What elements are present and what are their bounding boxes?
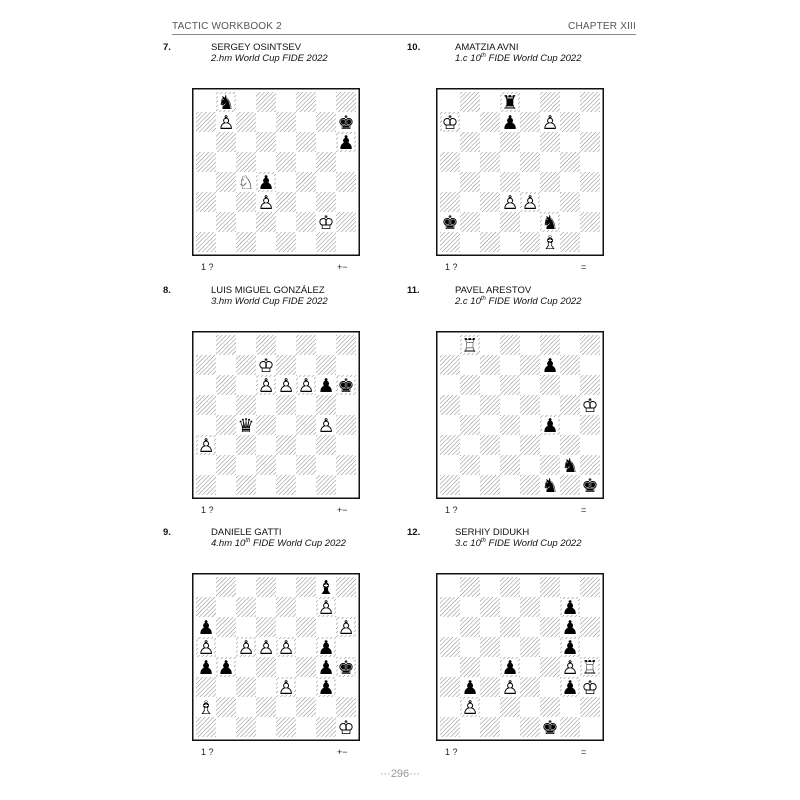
dark-square <box>196 475 216 495</box>
dark-square <box>236 192 256 212</box>
black-pawn-icon: ♟ <box>561 597 579 619</box>
chess-board <box>436 331 604 499</box>
dark-square <box>296 92 316 112</box>
dark-square <box>500 617 520 637</box>
dark-square <box>336 92 356 112</box>
dark-square <box>216 375 236 395</box>
puzzle-number: 12. <box>407 527 421 538</box>
board-svg <box>192 88 360 256</box>
black-pawn-icon: ♟ <box>197 657 215 679</box>
dark-square <box>520 395 540 415</box>
dark-square <box>580 92 600 112</box>
white-pawn-icon: ♙ <box>317 415 335 437</box>
black-knight-icon: ♞ <box>541 475 559 497</box>
dark-square <box>216 697 236 717</box>
dark-square <box>520 475 540 495</box>
dark-square <box>460 577 480 597</box>
black-rook-icon: ♜ <box>501 92 519 114</box>
dark-square <box>520 717 540 737</box>
dark-square <box>500 172 520 192</box>
chess-board <box>436 88 604 256</box>
dark-square <box>540 697 560 717</box>
dark-square <box>560 475 580 495</box>
dark-square <box>216 617 236 637</box>
dark-square <box>540 172 560 192</box>
dark-square <box>520 677 540 697</box>
dark-square <box>560 717 580 737</box>
white-pawn-icon: ♙ <box>541 112 559 134</box>
white-king-icon: ♔ <box>581 677 599 699</box>
dark-square <box>460 132 480 152</box>
composer-name: LUIS MIGUEL GONZÁLEZ <box>211 285 325 296</box>
dark-square <box>500 375 520 395</box>
dark-square <box>256 697 276 717</box>
dark-square <box>520 435 540 455</box>
evaluation-symbol: = <box>581 505 587 515</box>
dark-square <box>560 112 580 132</box>
white-pawn-icon: ♙ <box>277 375 295 397</box>
dark-square <box>236 677 256 697</box>
board-svg <box>436 573 604 741</box>
dark-square <box>216 212 236 232</box>
evaluation-symbol: +− <box>337 505 348 515</box>
black-knight-icon: ♞ <box>561 455 579 477</box>
dark-square <box>580 335 600 355</box>
award-line: 2.c 10th FIDE World Cup 2022 <box>455 296 582 308</box>
black-pawn-icon: ♟ <box>317 637 335 659</box>
dark-square <box>316 475 336 495</box>
task-label: 1 ? <box>445 505 458 515</box>
dark-square <box>276 717 296 737</box>
puzzle-number: 10. <box>407 42 421 53</box>
black-king-icon: ♚ <box>581 475 599 497</box>
black-pawn-icon: ♟ <box>317 657 335 679</box>
running-header-title: TACTIC WORKBOOK 2 <box>172 21 282 32</box>
black-queen-icon: ♛ <box>237 415 255 437</box>
header-rule <box>172 34 636 35</box>
dark-square <box>440 597 460 617</box>
dark-square <box>316 395 336 415</box>
dark-square <box>196 355 216 375</box>
dark-square <box>236 395 256 415</box>
dark-square <box>296 132 316 152</box>
award-line: 1.c 10th FIDE World Cup 2022 <box>455 53 582 65</box>
dark-square <box>520 355 540 375</box>
dark-square <box>296 657 316 677</box>
dark-square <box>216 335 236 355</box>
task-label: 1 ? <box>201 262 214 272</box>
dark-square <box>440 395 460 415</box>
dark-square <box>236 152 256 172</box>
dark-square <box>196 717 216 737</box>
award-line: 3.hm World Cup FIDE 2022 <box>211 296 328 308</box>
dark-square <box>336 172 356 192</box>
dark-square <box>336 455 356 475</box>
dark-square <box>500 577 520 597</box>
dark-square <box>580 617 600 637</box>
white-pawn-icon: ♙ <box>501 192 519 214</box>
dark-square <box>276 597 296 617</box>
composer-name: SERHIY DIDUKH <box>455 527 530 538</box>
black-pawn-icon: ♟ <box>217 657 235 679</box>
dark-square <box>540 335 560 355</box>
task-label: 1 ? <box>201 747 214 757</box>
black-pawn-icon: ♟ <box>337 132 355 154</box>
dark-square <box>540 617 560 637</box>
dark-square <box>540 132 560 152</box>
white-pawn-icon: ♙ <box>197 435 215 457</box>
dark-square <box>256 92 276 112</box>
dark-square <box>540 92 560 112</box>
dark-square <box>560 355 580 375</box>
dark-square <box>440 152 460 172</box>
dark-square <box>560 232 580 252</box>
board-svg <box>192 573 360 741</box>
white-king-icon: ♔ <box>581 395 599 417</box>
dark-square <box>460 657 480 677</box>
dark-square <box>276 475 296 495</box>
white-bishop-icon: ♗ <box>197 697 215 719</box>
puzzle-number: 9. <box>163 527 171 538</box>
composer-name: AMATZIA AVNI <box>455 42 519 53</box>
black-pawn-icon: ♟ <box>197 617 215 639</box>
dark-square <box>460 172 480 192</box>
dark-square <box>560 435 580 455</box>
dark-square <box>316 152 336 172</box>
dark-square <box>480 152 500 172</box>
dark-square <box>276 232 296 252</box>
puzzle-number: 8. <box>163 285 171 296</box>
running-header-chapter: CHAPTER XIII <box>568 21 636 32</box>
dark-square <box>480 355 500 375</box>
dark-square <box>296 212 316 232</box>
black-knight-icon: ♞ <box>541 212 559 234</box>
evaluation-symbol: +− <box>337 262 348 272</box>
dark-square <box>256 657 276 677</box>
white-king-icon: ♔ <box>257 355 275 377</box>
board-svg <box>436 88 604 256</box>
page-number: ···296··· <box>379 768 421 780</box>
puzzle-11 <box>407 285 636 525</box>
dark-square <box>500 455 520 475</box>
dark-square <box>196 152 216 172</box>
black-king-icon: ♚ <box>541 717 559 739</box>
dark-square <box>580 455 600 475</box>
dark-square <box>256 335 276 355</box>
chess-board <box>192 573 360 741</box>
dark-square <box>500 335 520 355</box>
black-pawn-icon: ♟ <box>317 677 335 699</box>
white-pawn-icon: ♙ <box>277 637 295 659</box>
dark-square <box>460 415 480 435</box>
dark-square <box>196 677 216 697</box>
dark-square <box>236 475 256 495</box>
white-pawn-icon: ♙ <box>257 192 275 214</box>
white-pawn-icon: ♙ <box>297 375 315 397</box>
dark-square <box>276 192 296 212</box>
dark-square <box>560 152 580 172</box>
board-svg <box>192 331 360 499</box>
task-label: 1 ? <box>445 262 458 272</box>
dark-square <box>276 395 296 415</box>
dark-square <box>520 232 540 252</box>
dark-square <box>580 375 600 395</box>
black-pawn-icon: ♟ <box>541 355 559 377</box>
dark-square <box>580 172 600 192</box>
dark-square <box>540 375 560 395</box>
dark-square <box>560 395 580 415</box>
dark-square <box>316 192 336 212</box>
dark-square <box>560 192 580 212</box>
task-label: 1 ? <box>445 747 458 757</box>
dark-square <box>216 132 236 152</box>
dark-square <box>336 212 356 232</box>
evaluation-symbol: = <box>581 262 587 272</box>
composer-name: DANIELE GATTI <box>211 527 282 538</box>
dark-square <box>296 335 316 355</box>
dark-square <box>480 112 500 132</box>
dark-square <box>236 435 256 455</box>
evaluation-symbol: = <box>581 747 587 757</box>
black-bishop-icon: ♝ <box>317 577 335 599</box>
dark-square <box>580 697 600 717</box>
dark-square <box>460 617 480 637</box>
dark-square <box>480 677 500 697</box>
dark-square <box>216 172 236 192</box>
white-rook-icon: ♖ <box>581 657 599 679</box>
dark-square <box>440 192 460 212</box>
dark-square <box>480 597 500 617</box>
black-king-icon: ♚ <box>441 212 459 234</box>
dark-square <box>440 637 460 657</box>
dark-square <box>520 597 540 617</box>
dark-square <box>480 435 500 455</box>
dark-square <box>316 232 336 252</box>
white-rook-icon: ♖ <box>461 335 479 357</box>
dark-square <box>296 577 316 597</box>
dark-square <box>256 132 276 152</box>
dark-square <box>500 415 520 435</box>
board-svg <box>436 331 604 499</box>
dark-square <box>236 232 256 252</box>
white-pawn-icon: ♙ <box>257 375 275 397</box>
dark-square <box>276 152 296 172</box>
dark-square <box>196 192 216 212</box>
dark-square <box>236 112 256 132</box>
puzzle-10 <box>407 42 636 282</box>
dark-square <box>256 212 276 232</box>
dark-square <box>296 172 316 192</box>
black-pawn-icon: ♟ <box>541 415 559 437</box>
white-pawn-icon: ♙ <box>561 657 579 679</box>
dark-square <box>480 395 500 415</box>
dark-square <box>500 132 520 152</box>
dark-square <box>256 617 276 637</box>
dark-square <box>276 355 296 375</box>
white-pawn-icon: ♙ <box>317 597 335 619</box>
dark-square <box>296 455 316 475</box>
dark-square <box>520 112 540 132</box>
composer-name: PAVEL ARESTOV <box>455 285 532 296</box>
puzzle-number: 7. <box>163 42 171 53</box>
dark-square <box>520 152 540 172</box>
white-pawn-icon: ♙ <box>337 617 355 639</box>
dark-square <box>236 597 256 617</box>
white-pawn-icon: ♙ <box>461 697 479 719</box>
dark-square <box>336 697 356 717</box>
white-bishop-icon: ♗ <box>541 232 559 254</box>
dark-square <box>196 597 216 617</box>
dark-square <box>236 355 256 375</box>
dark-square <box>500 212 520 232</box>
evaluation-symbol: +− <box>337 747 348 757</box>
puzzle-8 <box>163 285 392 525</box>
dark-square <box>316 717 336 737</box>
black-pawn-icon: ♟ <box>257 172 275 194</box>
chess-board <box>192 88 360 256</box>
dark-square <box>460 455 480 475</box>
dark-square <box>296 697 316 717</box>
dark-square <box>440 677 460 697</box>
award-line: 2.hm World Cup FIDE 2022 <box>211 53 328 65</box>
dark-square <box>276 112 296 132</box>
dark-square <box>580 415 600 435</box>
black-pawn-icon: ♟ <box>501 657 519 679</box>
white-pawn-icon: ♙ <box>237 637 255 659</box>
award-line: 4.hm 10th FIDE World Cup 2022 <box>211 538 346 550</box>
dark-square <box>336 577 356 597</box>
white-king-icon: ♔ <box>337 717 355 739</box>
dark-square <box>196 232 216 252</box>
dark-square <box>440 717 460 737</box>
dark-square <box>580 577 600 597</box>
dark-square <box>480 717 500 737</box>
dark-square <box>316 355 336 375</box>
dark-square <box>580 212 600 232</box>
white-pawn-icon: ♙ <box>257 637 275 659</box>
dark-square <box>336 335 356 355</box>
dark-square <box>440 435 460 455</box>
white-pawn-icon: ♙ <box>197 637 215 659</box>
dark-square <box>440 355 460 375</box>
puzzle-12 <box>407 527 636 767</box>
white-king-icon: ♔ <box>441 112 459 134</box>
dark-square <box>256 577 276 597</box>
chess-board <box>192 331 360 499</box>
dark-square <box>480 475 500 495</box>
white-knight-icon: ♘ <box>237 172 255 194</box>
puzzle-7 <box>163 42 392 282</box>
dark-square <box>196 112 216 132</box>
puzzle-number: 11. <box>407 285 420 296</box>
dark-square <box>540 455 560 475</box>
white-pawn-icon: ♙ <box>277 677 295 699</box>
black-pawn-icon: ♟ <box>501 112 519 134</box>
dark-square <box>276 435 296 455</box>
dark-square <box>216 577 236 597</box>
dark-square <box>336 415 356 435</box>
black-king-icon: ♚ <box>337 657 355 679</box>
dark-square <box>296 415 316 435</box>
dark-square <box>236 717 256 737</box>
task-label: 1 ? <box>201 505 214 515</box>
dark-square <box>316 435 336 455</box>
black-pawn-icon: ♟ <box>561 677 579 699</box>
dark-square <box>540 657 560 677</box>
dark-square <box>580 132 600 152</box>
white-pawn-icon: ♙ <box>521 192 539 214</box>
black-pawn-icon: ♟ <box>317 375 335 397</box>
award-line: 3.c 10th FIDE World Cup 2022 <box>455 538 582 550</box>
dark-square <box>480 637 500 657</box>
white-pawn-icon: ♙ <box>501 677 519 699</box>
dark-square <box>196 395 216 415</box>
white-pawn-icon: ♙ <box>217 112 235 134</box>
dark-square <box>296 617 316 637</box>
dark-square <box>480 232 500 252</box>
dark-square <box>540 577 560 597</box>
black-knight-icon: ♞ <box>217 92 235 114</box>
dark-square <box>460 92 480 112</box>
black-king-icon: ♚ <box>337 375 355 397</box>
dark-square <box>216 415 236 435</box>
black-pawn-icon: ♟ <box>561 617 579 639</box>
chess-board <box>436 573 604 741</box>
white-king-icon: ♔ <box>317 212 335 234</box>
dark-square <box>460 212 480 232</box>
black-pawn-icon: ♟ <box>561 637 579 659</box>
dark-square <box>316 112 336 132</box>
dark-square <box>480 192 500 212</box>
dark-square <box>256 415 276 435</box>
dark-square <box>256 455 276 475</box>
composer-name: SERGEY OSINTSEV <box>211 42 302 53</box>
dark-square <box>216 455 236 475</box>
dark-square <box>440 475 460 495</box>
dark-square <box>440 232 460 252</box>
dark-square <box>520 637 540 657</box>
puzzle-9 <box>163 527 392 767</box>
dark-square <box>460 375 480 395</box>
black-king-icon: ♚ <box>337 112 355 134</box>
dark-square <box>500 697 520 717</box>
black-pawn-icon: ♟ <box>461 677 479 699</box>
